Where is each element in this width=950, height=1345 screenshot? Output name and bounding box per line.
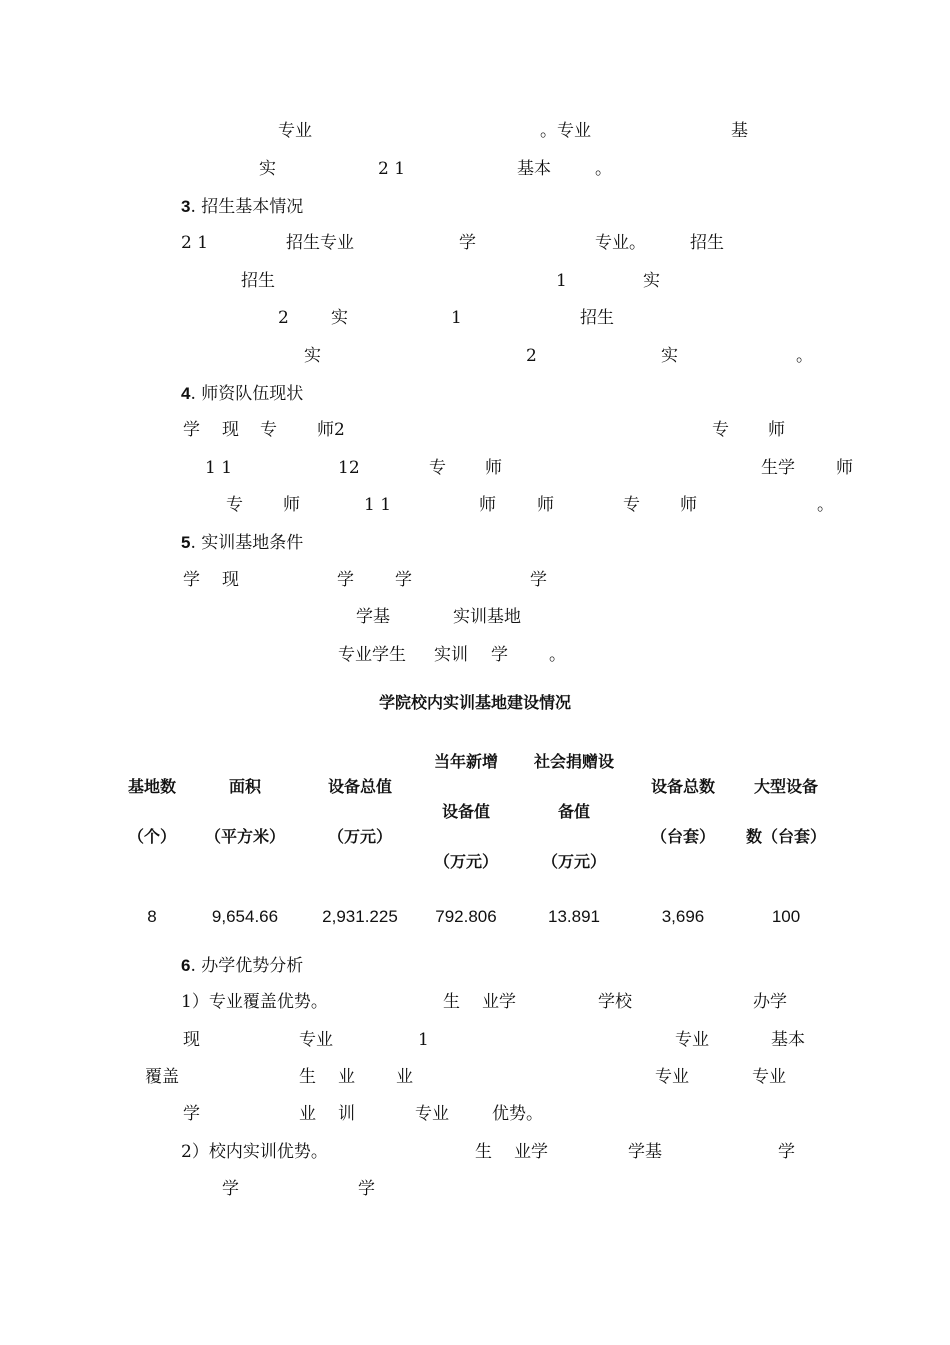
header-large-equipment: 大型设备 [753,777,818,796]
text-fragment: 现 [222,420,239,440]
text-fragment: 专业。 [595,233,646,253]
table-cell: 9,654.66 [211,907,279,926]
text-fragment: 学基 [356,607,390,627]
text-fragment: 实训基地 [453,607,521,627]
text-fragment: 基本 [771,1030,805,1050]
text-fragment: 专业学生 [338,645,406,665]
text-fragment: 招生 [690,233,724,253]
header-base-count-unit: （个） [127,827,176,846]
table-cell: 3,696 [661,907,705,926]
text-fragment: 学 [183,420,200,440]
text-fragment: 1 [451,308,462,328]
header-base-count: 基地数 [127,777,176,796]
text-fragment: 专 [712,420,729,440]
text-fragment: 学 [222,1179,239,1199]
text-fragment: 招生 [241,271,275,291]
header-donated-equipment-unit: （万元） [541,852,606,871]
table-cell: 792.806 [435,907,497,926]
text-fragment: 生学 [761,458,795,478]
text-fragment: 师 [485,458,502,478]
header-new-equipment: 当年新增 [433,752,498,771]
text-fragment: 学 [183,570,200,590]
section-heading-6: 6. 办学优势分析 [181,956,304,976]
text-fragment: 2 [278,308,289,328]
text-fragment: 业 [338,1067,355,1087]
text-fragment: 专业 [752,1067,786,1087]
text-fragment: 专业 [655,1067,689,1087]
text-fragment: 业 [299,1104,316,1124]
text-fragment: 1 1 [364,495,392,515]
header-new-equipment-2: 设备值 [441,802,490,821]
header-equipment-value-unit: （万元） [327,827,392,846]
text-fragment: 学 [491,645,508,665]
text-fragment: 师2 [317,420,345,440]
text-fragment: 专业 [415,1104,449,1124]
text-fragment: 业学 [482,992,516,1012]
text-fragment: 2 [526,346,537,366]
text-fragment: 实 [259,159,276,179]
header-area: 面积 [228,777,261,796]
text-fragment: 学基 [628,1142,662,1162]
text-fragment: 师 [537,495,554,515]
text-fragment: 业学 [514,1142,548,1162]
text-fragment: 业 [396,1067,413,1087]
header-new-equipment-unit: （万元） [433,852,498,871]
header-donated-equipment-2: 备值 [557,802,590,821]
header-large-equipment-unit: 数（台套） [745,827,826,846]
text-fragment: 师 [836,458,853,478]
text-fragment: 。专业 [540,121,591,141]
text-fragment: 基 [731,121,748,141]
text-fragment: 师 [680,495,697,515]
text-fragment: 学 [395,570,412,590]
text-fragment: 专业 [299,1030,333,1050]
text-fragment: 师 [768,420,785,440]
text-fragment: 师 [479,495,496,515]
text-fragment: 现 [222,570,239,590]
text-fragment: 。 [549,645,566,665]
text-fragment: 招生专业 [286,233,354,253]
text-fragment: 实 [331,308,348,328]
text-fragment: 1 1 [205,458,233,478]
text-fragment: 专 [429,458,446,478]
header-equipment-count: 设备总数 [650,777,715,796]
text-fragment: 。 [796,346,813,366]
text-fragment: 学 [337,570,354,590]
table-cell: 100 [771,907,801,926]
text-fragment: 学校 [598,992,632,1012]
section-heading-3: 3. 招生基本情况 [181,197,304,217]
text-fragment: 生 [299,1067,316,1087]
text-fragment: 2）校内实训优势。 [181,1142,328,1162]
text-fragment: 办学 [753,992,787,1012]
text-fragment: 。 [595,159,612,179]
header-area-unit: （平方米） [204,827,285,846]
text-fragment: 学 [183,1104,200,1124]
header-equipment-value: 设备总值 [327,777,392,796]
text-fragment: 师 [283,495,300,515]
text-fragment: 专 [260,420,277,440]
text-fragment: 1 [418,1030,429,1050]
section-heading-5: 5. 实训基地条件 [181,533,304,553]
text-fragment: 实 [661,346,678,366]
text-fragment: 12 [338,458,360,478]
text-fragment: 基本 [517,159,551,179]
text-fragment: 现 [183,1030,200,1050]
header-equipment-count-unit: （台套） [650,827,715,846]
text-fragment: 1 [556,271,567,291]
text-fragment: 生 [443,992,460,1012]
text-fragment: 实 [643,271,660,291]
text-fragment: 专 [623,495,640,515]
text-fragment: 实 [304,346,321,366]
text-fragment: 专业 [675,1030,709,1050]
table-cell: 8 [147,907,157,926]
text-fragment: 。 [817,495,834,515]
text-fragment: 招生 [580,308,614,328]
text-fragment: 优势。 [492,1104,543,1124]
text-fragment: 专 [226,495,243,515]
text-fragment: 学 [778,1142,795,1162]
header-donated-equipment: 社会捐赠设 [533,752,614,771]
text-fragment: 生 [475,1142,492,1162]
text-fragment: 覆盖 [145,1067,179,1087]
text-fragment: 学 [530,570,547,590]
text-fragment: 训 [338,1104,355,1124]
section-heading-4: 4. 师资队伍现状 [181,384,304,404]
table-cell: 13.891 [548,907,600,926]
table-caption: 学院校内实训基地建设情况 [378,693,571,712]
text-fragment: 1）专业覆盖优势。 [181,992,328,1012]
text-fragment: 实训 [434,645,468,665]
text-fragment: 专业 [278,121,312,141]
text-fragment: 2 1 [181,233,209,253]
table-cell: 2,931.225 [322,907,398,926]
text-fragment: 2 1 [378,159,406,179]
text-fragment: 学 [358,1179,375,1199]
text-fragment: 学 [459,233,476,253]
